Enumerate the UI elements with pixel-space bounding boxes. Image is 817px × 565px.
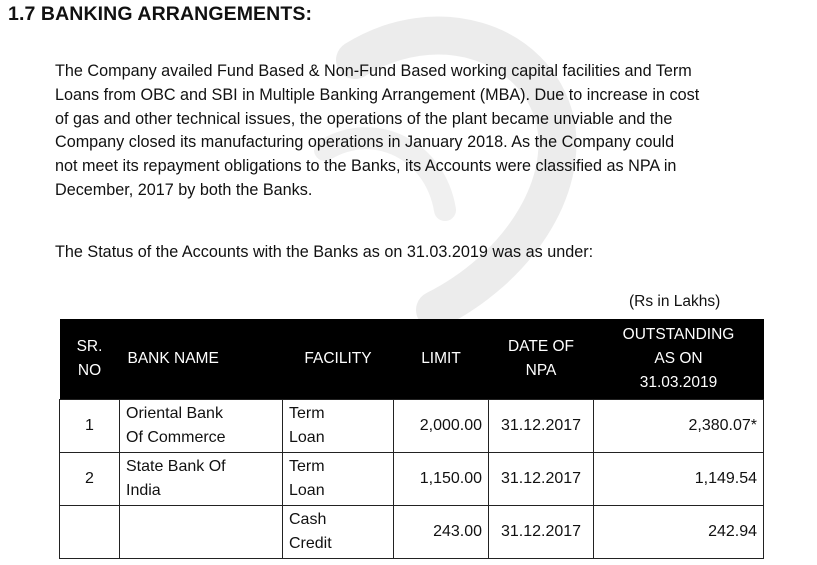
- cell-bank-name: Oriental Bank Of Commerce: [120, 400, 283, 453]
- header-limit: LIMIT: [394, 319, 489, 400]
- cell-limit: 2,000.00: [394, 400, 489, 453]
- cell-outstanding: 1,149.54: [594, 453, 764, 506]
- header-date-of-npa: DATE OF NPA: [489, 319, 594, 400]
- cell-limit: 1,150.00: [394, 453, 489, 506]
- cell-sr-no: 2: [60, 453, 120, 506]
- cell-facility: Cash Credit: [283, 506, 394, 559]
- table-row: [60, 506, 764, 559]
- header-outstanding: OUTSTANDING AS ON 31.03.2019: [594, 319, 764, 400]
- cell-date-of-npa: 31.12.2017: [489, 400, 594, 453]
- bank-accounts-table: [59, 319, 764, 559]
- paragraph-line: December, 2017 by both the Banks.: [55, 180, 313, 199]
- header-facility: FACILITY: [283, 319, 394, 400]
- header-bank-name: BANK NAME: [120, 319, 283, 400]
- table-header-row: [60, 319, 764, 400]
- paragraph-line: Company closed its manufacturing operations in January 2018. As the Company could: [55, 133, 675, 152]
- table-row: [60, 400, 764, 453]
- cell-sr-no: [60, 506, 120, 559]
- cell-bank-name: [120, 506, 283, 559]
- paragraph-line: not meet its repayment obligations to the Banks, its Accounts were classified as NPA in: [55, 157, 677, 176]
- cell-sr-no: 1: [60, 400, 120, 453]
- section-heading: 1.7 BANKING ARRANGEMENTS:: [8, 3, 313, 25]
- cell-date-of-npa: 31.12.2017: [489, 506, 594, 559]
- cell-limit: 243.00: [394, 506, 489, 559]
- paragraph-line: Loans from OBC and SBI in Multiple Banking Arrangement (MBA). Due to increase in cost: [55, 85, 700, 104]
- cell-facility: Term Loan: [283, 453, 394, 506]
- cell-outstanding: 2,380.07*: [594, 400, 764, 453]
- cell-facility: Term Loan: [283, 400, 394, 453]
- cell-date-of-npa: 31.12.2017: [489, 453, 594, 506]
- header-sr-no: SR. NO: [60, 319, 120, 400]
- cell-bank-name: State Bank Of India: [120, 453, 283, 506]
- status-line: The Status of the Accounts with the Banks as on 31.03.2019 was as under:: [55, 243, 594, 261]
- paragraph-line: The Company availed Fund Based & Non-Fund Based working capital facilities and Term: [55, 62, 692, 80]
- paragraph-line: of gas and other technical issues, the operations of the plant became unviable and the: [55, 109, 673, 128]
- table-row: [60, 453, 764, 506]
- cell-outstanding: 242.94: [594, 506, 764, 559]
- banking-paragraph: [55, 60, 810, 203]
- units-note: (Rs in Lakhs): [629, 293, 721, 310]
